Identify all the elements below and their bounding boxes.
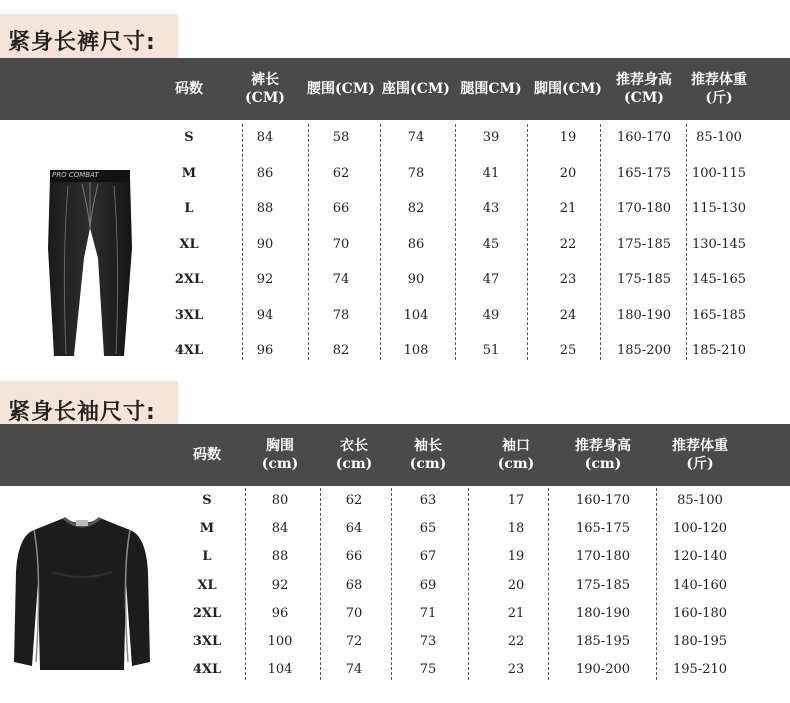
shirt-table-cell: 22 <box>507 634 525 649</box>
shirt-table-cell: 175-185 <box>575 577 631 593</box>
pants-table-cell: 51 <box>482 343 500 358</box>
shirt-header-text: 推荐身高 <box>575 438 631 454</box>
shirt-header-text: (cm) <box>335 456 373 472</box>
shirt-column-divider <box>656 488 657 680</box>
pants-table-cell: 175-185 <box>616 236 672 252</box>
shirt-header-cell <box>388 424 468 486</box>
pants-header-text: 腿围CM) <box>460 81 522 97</box>
pants-section-title: 紧身长裤尺寸: <box>0 14 178 66</box>
pants-table-cell: 23 <box>559 272 577 287</box>
shirt-header-text: (cm) <box>261 456 299 472</box>
pants-table-cell: 66 <box>332 201 350 216</box>
pants-table-cell: 160-170 <box>616 130 672 145</box>
shirt-size-label: 2XL <box>192 605 222 621</box>
pants-table-cell: 78 <box>332 307 350 323</box>
shirt-table-cell: 70 <box>345 605 363 621</box>
shirt-table-cell: 160-180 <box>672 605 728 621</box>
pants-table-cell: 165-175 <box>616 165 672 181</box>
shirt-table-cell: 180-190 <box>575 605 631 621</box>
pants-header-cell <box>454 58 528 120</box>
shirt-table-cell: 68 <box>345 577 363 593</box>
shirt-table-cell: 165-175 <box>575 521 631 537</box>
shirt-table-cell: 180-195 <box>672 634 728 649</box>
pants-table-cell: 84 <box>256 130 274 145</box>
shirt-table-cell: 140-160 <box>672 577 728 593</box>
shirt-header-cell <box>563 424 643 486</box>
pants-table-cell: 70 <box>332 236 350 252</box>
pants-header-text: 脚围(CM) <box>534 81 602 97</box>
pants-table-cell: 20 <box>559 165 577 181</box>
pants-table-cell: 130-145 <box>691 236 747 252</box>
shirt-header-cell <box>167 424 247 486</box>
pants-header-text: (斤) <box>705 90 733 106</box>
pants-size-label: L <box>184 201 194 216</box>
pants-table-cell: 185-210 <box>691 343 747 358</box>
pants-table-cell: 82 <box>332 343 350 358</box>
shirt-table-cell: 65 <box>419 521 437 537</box>
shirt-table-cell: 67 <box>419 549 437 565</box>
pants-header-cell <box>152 58 226 120</box>
shirt-header-text: (cm) <box>497 456 535 472</box>
pants-header-cell <box>531 58 605 120</box>
pants-size-label: S <box>184 130 194 145</box>
pants-table-cell: 145-165 <box>691 272 747 287</box>
shirt-table-cell: 69 <box>419 577 437 593</box>
shirt-table-cell: 195-210 <box>672 662 728 678</box>
pants-column-divider <box>686 124 687 360</box>
shirt-table-cell: 62 <box>345 493 363 508</box>
shirt-header-cell <box>660 424 740 486</box>
pants-header-text: (CM) <box>245 90 285 106</box>
pants-size-label: 3XL <box>174 307 204 323</box>
shirt-header-text: (cm) <box>409 456 447 472</box>
shirt-table-cell: 73 <box>419 634 437 649</box>
pants-table-cell: 25 <box>559 343 577 358</box>
shirt-table-cell: 185-195 <box>575 634 631 649</box>
shirt-table-cell: 72 <box>345 634 363 649</box>
pants-table-cell: 85-100 <box>696 130 742 145</box>
pants-header-cell <box>607 58 681 120</box>
shirt-table-cell: 21 <box>507 605 525 621</box>
shirt-header-text: 袖长 <box>414 438 442 454</box>
pants-table-cell: 165-185 <box>691 307 747 323</box>
shirt-table-cell: 190-200 <box>575 662 631 678</box>
pants-table-cell: 88 <box>256 201 274 216</box>
pants-column-divider <box>600 124 601 360</box>
pants-table-cell: 58 <box>332 130 350 145</box>
pants-header-text: 座围(CM) <box>382 81 450 97</box>
shirt-table-cell: 20 <box>507 577 525 593</box>
shirt-table-cell: 64 <box>345 521 363 537</box>
shirt-column-divider <box>320 488 321 680</box>
pants-size-label: 4XL <box>174 343 204 358</box>
shirt-table-cell: 88 <box>271 549 289 565</box>
shirt-table-cell: 92 <box>271 577 289 593</box>
pants-table-cell: 86 <box>256 165 274 181</box>
shirt-table-cell: 66 <box>345 549 363 565</box>
pants-table-cell: 180-190 <box>616 307 672 323</box>
shirt-table-cell: 63 <box>419 493 437 508</box>
pants-header-cell <box>228 58 302 120</box>
pants-header-cell <box>379 58 453 120</box>
pants-column-divider <box>527 124 528 360</box>
pants-size-label: 2XL <box>174 272 204 287</box>
pants-table-cell: 62 <box>332 165 350 181</box>
shirt-table-cell: 100 <box>267 634 293 649</box>
shirt-header-cell <box>240 424 320 486</box>
shirt-column-divider <box>391 488 392 680</box>
pants-table-cell: 86 <box>407 236 425 252</box>
shirt-header-text: (cm) <box>584 456 622 472</box>
pants-waistband-label: PRO COMBAT <box>52 171 99 179</box>
pants-table-cell: 115-130 <box>691 201 747 216</box>
shirt-table-cell: 100-120 <box>672 521 728 537</box>
shirt-table-cell: 120-140 <box>672 549 728 565</box>
shirt-header-text: (斤) <box>686 456 714 472</box>
shirt-table-cell: 104 <box>267 662 293 678</box>
pants-header-cell <box>304 58 378 120</box>
pants-table-cell: 90 <box>256 236 274 252</box>
pants-header-cell <box>682 58 756 120</box>
pants-column-divider <box>242 124 243 360</box>
shirt-table-cell: 84 <box>271 521 289 537</box>
pants-table-cell: 100-115 <box>691 165 747 181</box>
pants-table-cell: 170-180 <box>616 201 672 216</box>
shirt-size-label: 4XL <box>192 662 222 678</box>
pants-table-cell: 108 <box>403 343 429 358</box>
shirt-size-label: S <box>202 493 212 508</box>
pants-table-cell: 19 <box>559 130 577 145</box>
shirt-header-text: 袖口 <box>502 438 530 454</box>
shirt-size-label: 3XL <box>192 634 222 649</box>
shirt-size-label: XL <box>197 577 217 593</box>
shirt-column-divider <box>245 488 246 680</box>
shirt-header-cell <box>476 424 556 486</box>
pants-header-text: (CM) <box>624 90 664 106</box>
pants-table-cell: 41 <box>482 165 500 181</box>
pants-header-text: 推荐体重 <box>691 72 747 88</box>
shirt-size-label: M <box>199 521 215 537</box>
pants-size-label: M <box>181 165 197 181</box>
pants-size-label: XL <box>179 236 199 252</box>
shirt-header-text: 胸围 <box>266 438 294 454</box>
shirt-header-text: 推荐体重 <box>672 438 728 454</box>
pants-table-cell: 96 <box>256 343 274 358</box>
shirt-header-text: 衣长 <box>340 438 368 454</box>
pants-table-cell: 21 <box>559 201 577 216</box>
shirt-table-cell: 19 <box>507 549 525 565</box>
pants-table-cell: 74 <box>407 130 425 145</box>
shirt-table-cell: 160-170 <box>575 493 631 508</box>
pants-table-cell: 104 <box>403 307 429 323</box>
shirt-size-label: L <box>202 549 212 565</box>
shirt-table-cell: 80 <box>271 493 289 508</box>
pants-column-divider <box>308 124 309 360</box>
pants-table-cell: 22 <box>559 236 577 252</box>
shirt-table-cell: 17 <box>507 493 525 508</box>
shirt-table-cell: 74 <box>345 662 363 678</box>
shirt-column-divider <box>548 488 549 680</box>
pants-header-text: 裤长 <box>251 72 279 88</box>
shirt-table-cell: 170-180 <box>575 549 631 565</box>
shirt-header-text: 码数 <box>193 447 221 463</box>
pants-header-text: 推荐身高 <box>616 72 672 88</box>
shirt-section-title: 紧身长袖尺寸: <box>0 381 178 439</box>
pants-table-cell: 39 <box>482 130 500 145</box>
pants-table-cell: 43 <box>482 201 500 216</box>
pants-table-cell: 78 <box>407 165 425 181</box>
shirt-header-cell <box>314 424 394 486</box>
pants-table-cell: 24 <box>559 307 577 323</box>
pants-table-cell: 175-185 <box>616 272 672 287</box>
shirt-table-cell: 96 <box>271 605 289 621</box>
shirt-table-cell: 85-100 <box>677 493 723 508</box>
pants-column-divider <box>455 124 456 360</box>
pants-column-divider <box>380 124 381 360</box>
pants-table-cell: 45 <box>482 236 500 252</box>
pants-header-text: 腰围(CM) <box>307 81 375 97</box>
pants-product-image <box>38 168 138 360</box>
shirt-column-divider <box>468 488 469 680</box>
shirt-product-image <box>12 512 152 672</box>
pants-table-cell: 92 <box>256 272 274 287</box>
shirt-table-cell: 71 <box>419 605 437 621</box>
pants-header-text: 码数 <box>175 81 203 97</box>
pants-table-cell: 90 <box>407 272 425 287</box>
shirt-table-cell: 75 <box>419 662 437 678</box>
pants-table-cell: 49 <box>482 307 500 323</box>
pants-table-cell: 82 <box>407 201 425 216</box>
pants-table-cell: 74 <box>332 272 350 287</box>
pants-table-cell: 47 <box>482 272 500 287</box>
pants-table-cell: 185-200 <box>616 343 672 358</box>
shirt-table-cell: 23 <box>507 662 525 678</box>
shirt-table-cell: 18 <box>507 521 525 537</box>
pants-table-cell: 94 <box>256 307 274 323</box>
